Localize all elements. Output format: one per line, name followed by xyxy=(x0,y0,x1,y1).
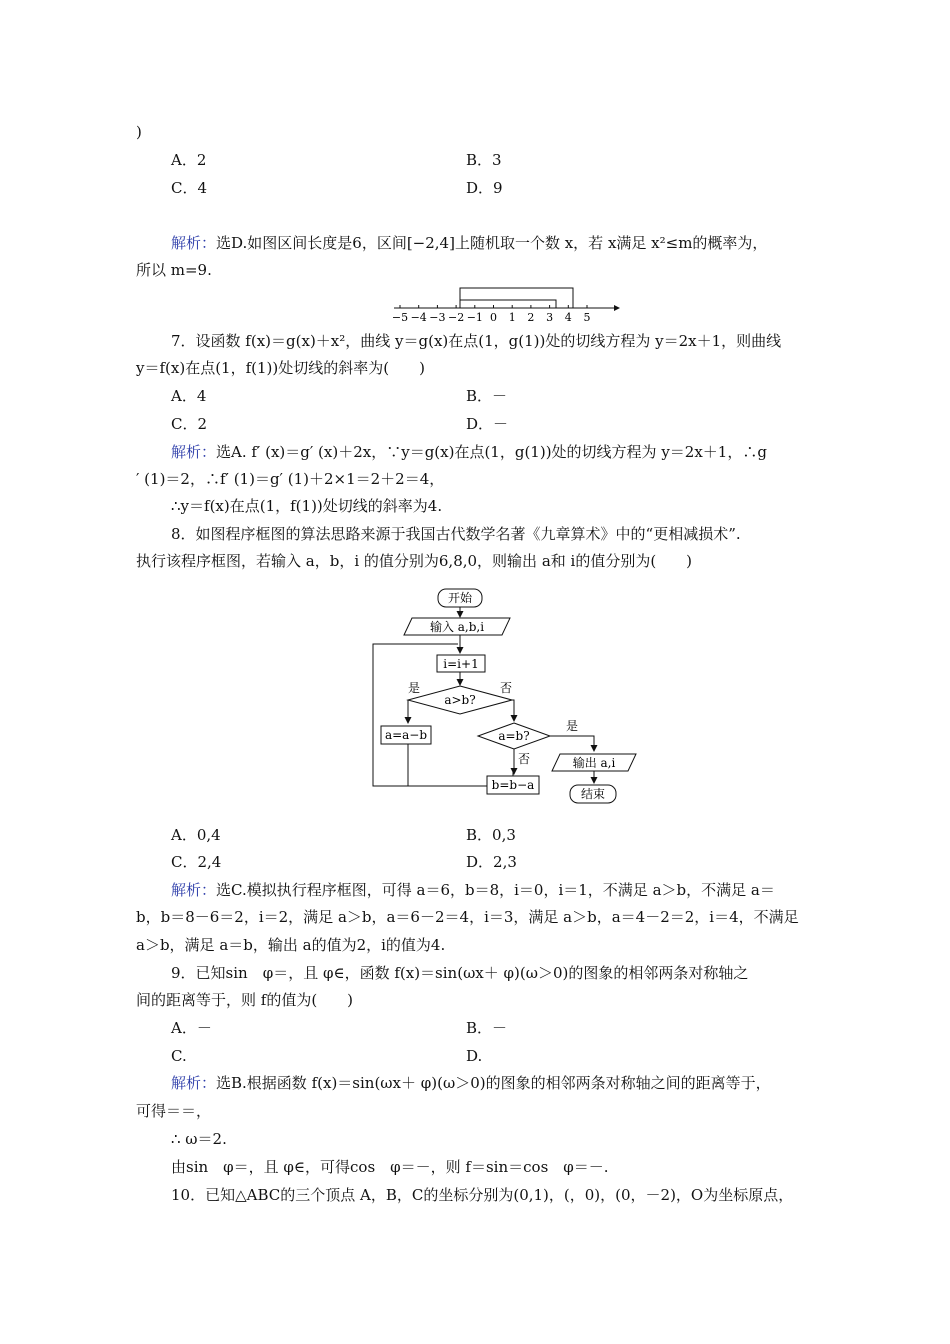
number-line-tick-label: 3 xyxy=(546,311,554,323)
number-line-tick-label: −4 xyxy=(410,311,427,323)
flow-cond1-label: a>b? xyxy=(444,693,476,707)
q9-option-b: B．－ xyxy=(466,1019,508,1037)
flow-assign-a-label: a=a−b xyxy=(384,728,428,742)
analysis-tag: 解析： xyxy=(171,234,217,252)
q6-stem-tail: ) xyxy=(136,123,142,141)
number-line-tick-label: 0 xyxy=(490,311,497,323)
axis-arrow-icon xyxy=(614,305,620,311)
q7-option-a: A．4 xyxy=(171,387,207,405)
number-line-tick-label: 1 xyxy=(508,311,516,323)
q7-option-b: B．－ xyxy=(466,387,508,405)
number-line-tick-label: 5 xyxy=(583,311,591,323)
flowchart-diagram xyxy=(370,585,640,815)
q6-analysis-text: 选D.如图区间长度是6，区间[−2,4]上随机取一个数 x，若 x满足 x²≤m的概率为， xyxy=(216,234,768,252)
q7-analysis-line-1 xyxy=(171,442,767,462)
analysis-tag: 解析： xyxy=(171,881,217,899)
q8-stem-line-2: 执行该程序框图，若输入 a，b，i 的值分别为6,8,0，则输出 a和 i的值分别为( ) xyxy=(136,552,693,570)
number-line-diagram xyxy=(388,285,620,323)
q6-analysis-line-2: 所以 m=9. xyxy=(136,261,212,279)
q7-option-d: D．－ xyxy=(466,415,509,433)
q6-option-d: D．9 xyxy=(466,179,503,197)
q8-option-c: C．2,4 xyxy=(171,853,222,871)
flow-output-label: 输出 a,i xyxy=(572,756,616,770)
analysis-tag: 解析： xyxy=(171,443,217,461)
q7-stem-line-1: 7．设函数 f(x)＝g(x)＋x²，曲线 y＝g(x)在点(1，g(1))处的切线方程为 y＝2x＋1，则曲线 xyxy=(171,332,782,350)
q8-option-b: B．0,3 xyxy=(466,826,516,844)
number-line-tick-label: −2 xyxy=(447,311,465,323)
q6-option-c: C．4 xyxy=(171,179,208,197)
flow-increment-label: i=i+1 xyxy=(443,657,479,671)
q9-analysis-line-3: ∴ ω＝2. xyxy=(171,1130,227,1148)
q8-analysis-text: 选C.模拟执行程序框图，可得 a＝6，b＝8，i＝0，i＝1，不满足 a＞b，不满足 a＝ xyxy=(216,881,775,899)
q7-option-c: C．2 xyxy=(171,415,208,433)
q8-option-d: D．2,3 xyxy=(466,853,517,871)
flow-yes2-label: 是 xyxy=(565,719,579,733)
q8-stem-line-1: 8．如图程序框图的算法思路来源于我国古代数学名著《九章算术》中的“更相减损术”. xyxy=(171,525,741,543)
q7-analysis-line-3: ∴y＝f(x)在点(1，f(1))处切线的斜率为4. xyxy=(171,497,443,515)
flow-yes1-label: 是 xyxy=(407,681,421,695)
q6-option-a: A．2 xyxy=(171,151,207,169)
q9-option-a: A．－ xyxy=(171,1019,212,1037)
q9-stem-line-1: 9．已知sin φ＝，且 φ∈，函数 f(x)＝sin(ωx＋ φ)(ω＞0)的图象的相邻两条对称轴之 xyxy=(171,964,749,982)
q9-analysis-line-4: 由sin φ＝，且 φ∈，可得cos φ＝－，则 f＝sin＝cos φ＝－. xyxy=(171,1158,609,1176)
number-line-tick-label: −3 xyxy=(429,311,446,323)
flow-end-label: 结束 xyxy=(580,787,606,801)
q9-analysis-line-1 xyxy=(171,1073,771,1093)
flow-input-label: 输入 a,b,i xyxy=(429,620,485,634)
q9-stem-line-2: 间的距离等于，则 f的值为( ) xyxy=(136,991,354,1009)
number-line-tick-label: 2 xyxy=(527,311,535,323)
q8-analysis-line-3: a＞b，满足 a＝b，输出 a的值为2，i的值为4. xyxy=(136,936,446,954)
flow-no1-label: 否 xyxy=(499,681,513,695)
q8-analysis-line-2: b，b＝8－6＝2，i＝2，满足 a＞b，a＝6－2＝4，i＝3，满足 a＞b，a＝4－2＝2，i＝4，不满足 xyxy=(136,908,799,926)
q9-analysis-line-2: 可得＝＝， xyxy=(136,1102,212,1120)
q9-analysis-text: 选B.根据函数 f(x)＝sin(ωx＋ φ)(ω＞0)的图象的相邻两条对称轴之间的距离等于， xyxy=(216,1074,771,1092)
q10-stem-line-1: 10．已知△ABC的三个顶点 A，B，C的坐标分别为(0,1)，(，0)，(0，－2)，O为坐标原点， xyxy=(171,1186,794,1204)
q7-analysis-line-2: ′ (1)＝2，∴f′ (1)＝g′ (1)＋2×1＝2＋2＝4， xyxy=(136,470,445,488)
q9-option-c: C. xyxy=(171,1047,187,1065)
q6-option-b: B．3 xyxy=(466,151,502,169)
number-line-tick-label: −5 xyxy=(391,311,409,323)
q7-analysis-text: 选A. f′ (x)＝g′ (x)＋2x，∵y＝g(x)在点(1，g(1))处的切线方程为 y＝2x＋1，∴g xyxy=(216,443,767,461)
analysis-tag: 解析： xyxy=(171,1074,217,1092)
number-line-tick-label: 4 xyxy=(564,311,572,323)
flow-assign-b-label: b=b−a xyxy=(491,778,535,792)
flow-cond2-label: a=b? xyxy=(498,729,530,743)
number-line-tick-label: −1 xyxy=(466,311,483,323)
q7-stem-line-2: y＝f(x)在点(1，f(1))处切线的斜率为( ) xyxy=(136,359,425,377)
flow-start-label: 开始 xyxy=(447,591,473,605)
flow-no2-label: 否 xyxy=(517,752,531,766)
q8-option-a: A．0,4 xyxy=(171,826,221,844)
q9-option-d: D. xyxy=(466,1047,483,1065)
q6-analysis-line-1 xyxy=(171,233,767,253)
q8-analysis-line-1 xyxy=(171,880,775,900)
